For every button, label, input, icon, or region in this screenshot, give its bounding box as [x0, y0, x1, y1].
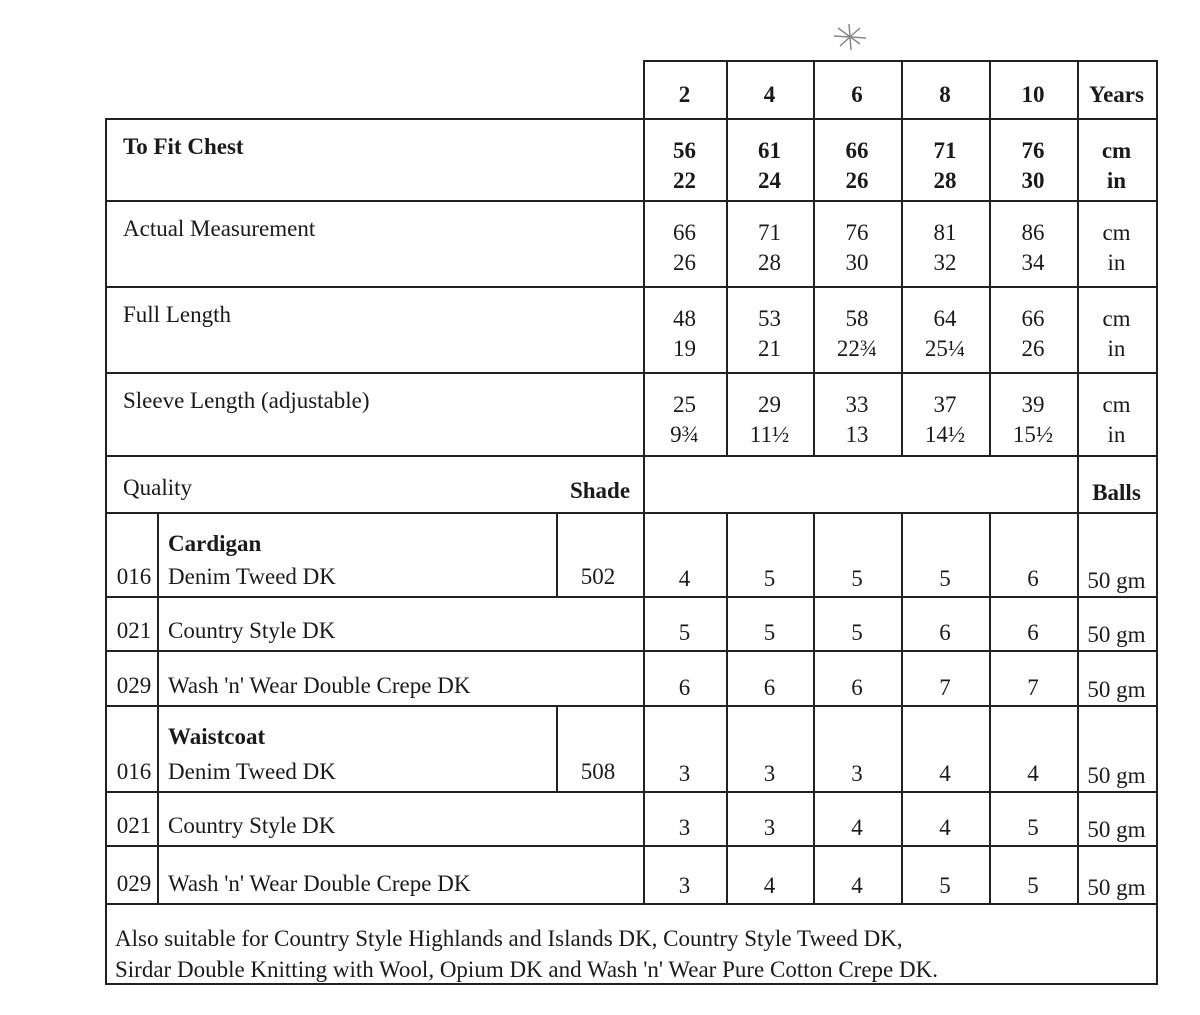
note-line-2: Sirdar Double Knitting with Wool, Opium DK and Wash 'n' Wear Pure Cotton Crepe DK. — [115, 957, 938, 982]
table-rule — [105, 903, 1158, 905]
table-rule — [989, 60, 991, 457]
measurement-cm-value: 33 — [845, 392, 869, 417]
table-rule — [105, 118, 1158, 120]
size-header-2: 2 — [678, 82, 691, 107]
table-rule — [1077, 60, 1079, 905]
table-rule — [901, 512, 903, 905]
balls-value: 4 — [939, 815, 951, 840]
measurement-cm-value: 86 — [1021, 220, 1045, 245]
balls-value: 7 — [1027, 675, 1039, 700]
unit-in: in — [1107, 336, 1126, 361]
measurement-cm-value: 56 — [673, 138, 696, 163]
unit-cm: cm — [1102, 392, 1131, 417]
table-rule — [157, 705, 159, 905]
measurement-in-value: 13 — [845, 422, 869, 447]
table-rule — [726, 60, 728, 457]
table-rule — [105, 512, 1158, 514]
table-rule — [105, 455, 1158, 457]
table-rule — [556, 512, 558, 598]
balls-value: 6 — [851, 675, 863, 700]
measurement-cm-value: 29 — [758, 392, 781, 417]
measurement-in-value: 25¼ — [924, 336, 966, 361]
balls-value: 6 — [939, 620, 951, 645]
measurement-in-value: 14½ — [924, 422, 966, 447]
measurement-cm-value: 61 — [758, 138, 781, 163]
quality-header: Quality — [123, 475, 192, 500]
yarn-code: 016 — [116, 759, 152, 784]
unit-in: in — [1106, 168, 1127, 193]
garment-name: Cardigan — [168, 531, 262, 556]
table-rule — [105, 845, 1158, 847]
size-header-8: 8 — [939, 82, 951, 107]
yarn-code: 021 — [116, 813, 152, 838]
balls-value: 5 — [1027, 815, 1039, 840]
measurement-in-value: 26 — [845, 168, 869, 193]
measurement-cm-value: 81 — [933, 220, 957, 245]
balls-value: 5 — [851, 566, 863, 591]
balls-header: Balls — [1092, 480, 1141, 505]
measurement-in-value: 11½ — [749, 422, 790, 447]
balls-value: 6 — [678, 675, 691, 700]
measurement-cm-value: 37 — [933, 392, 957, 417]
table-rule — [105, 705, 1158, 707]
balls-value: 3 — [763, 761, 776, 786]
measurement-in-value: 26 — [673, 250, 696, 275]
garment-name: Waistcoat — [168, 724, 266, 749]
balls-unit: 50 gm — [1087, 568, 1146, 593]
balls-value: 5 — [939, 873, 951, 898]
table-rule — [556, 705, 558, 793]
size-header-10: 10 — [1021, 82, 1045, 107]
balls-unit: 50 gm — [1087, 817, 1146, 842]
table-rule — [105, 791, 1158, 793]
balls-unit: 50 gm — [1087, 875, 1146, 900]
measurement-cm-value: 58 — [845, 306, 869, 331]
measurement-label: Actual Measurement — [123, 216, 316, 241]
balls-value: 3 — [763, 815, 776, 840]
measurement-cm-value: 66 — [673, 220, 696, 245]
shade-value: 502 — [580, 564, 616, 589]
shade-header: Shade — [569, 478, 631, 503]
yarn-code: 016 — [116, 564, 152, 589]
balls-value: 5 — [1027, 873, 1039, 898]
measurement-label: Full Length — [123, 302, 231, 327]
measurement-in-value: 32 — [933, 250, 957, 275]
yarn-code: 029 — [116, 871, 152, 896]
table-rule — [105, 596, 1158, 598]
measurement-cm-value: 66 — [1021, 306, 1045, 331]
table-rule — [901, 60, 903, 457]
measurement-cm-value: 71 — [758, 220, 781, 245]
measurement-in-value: 19 — [673, 336, 696, 361]
unit-cm: cm — [1102, 306, 1131, 331]
balls-value: 3 — [678, 761, 691, 786]
measurement-cm-value: 48 — [673, 306, 696, 331]
measurement-cm-value: 53 — [758, 306, 781, 331]
years-header: Years — [1089, 82, 1144, 107]
yarn-name: Wash 'n' Wear Double Crepe DK — [168, 673, 471, 698]
balls-value: 6 — [763, 675, 776, 700]
measurement-in-value: 22¾ — [836, 336, 878, 361]
balls-unit: 50 gm — [1087, 763, 1146, 788]
measurement-in-value: 28 — [933, 168, 957, 193]
measurement-in-value: 22 — [673, 168, 696, 193]
table-rule — [813, 60, 815, 457]
balls-value: 6 — [1027, 620, 1039, 645]
balls-value: 6 — [1027, 566, 1039, 591]
balls-unit: 50 gm — [1087, 622, 1146, 647]
table-rule — [105, 983, 1158, 985]
yarn-name: Denim Tweed DK — [168, 759, 336, 784]
measurement-in-value: 15½ — [1012, 422, 1054, 447]
balls-value: 4 — [939, 761, 951, 786]
measurement-cm-value: 76 — [1021, 138, 1045, 163]
measurement-in-value: 34 — [1021, 250, 1045, 275]
pencil-mark-icon — [830, 22, 870, 52]
table-rule — [813, 512, 815, 905]
table-rule — [105, 372, 1158, 374]
balls-value: 3 — [851, 761, 863, 786]
size-header-6: 6 — [851, 82, 863, 107]
note-line-1: Also suitable for Country Style Highlands and Islands DK, Country Style Tweed DK, — [115, 926, 903, 951]
balls-value: 3 — [678, 815, 691, 840]
balls-value: 5 — [939, 566, 951, 591]
yarn-name: Country Style DK — [168, 813, 336, 838]
measurement-cm-value: 71 — [933, 138, 957, 163]
unit-in: in — [1107, 422, 1126, 447]
measurement-in-value: 30 — [1021, 168, 1045, 193]
balls-value: 5 — [763, 566, 776, 591]
measurement-cm-value: 66 — [845, 138, 869, 163]
table-rule — [726, 512, 728, 905]
unit-cm: cm — [1101, 138, 1132, 163]
table-rule — [105, 200, 1158, 202]
yarn-code: 029 — [116, 673, 152, 698]
balls-value: 5 — [851, 620, 863, 645]
yarn-name: Wash 'n' Wear Double Crepe DK — [168, 871, 471, 896]
measurement-label: To Fit Chest — [123, 134, 244, 159]
balls-value: 4 — [851, 873, 863, 898]
table-rule — [105, 286, 1158, 288]
balls-value: 7 — [939, 675, 951, 700]
unit-in: in — [1107, 250, 1126, 275]
measurement-cm-value: 25 — [673, 392, 696, 417]
yarn-code: 021 — [116, 618, 152, 643]
measurement-in-value: 26 — [1021, 336, 1045, 361]
measurement-cm-value: 76 — [845, 220, 869, 245]
balls-value: 4 — [1027, 761, 1039, 786]
measurement-in-value: 30 — [845, 250, 869, 275]
table-rule — [643, 60, 645, 905]
table-rule — [105, 118, 107, 985]
shade-value: 508 — [580, 759, 616, 784]
table-rule — [1156, 60, 1158, 985]
measurement-cm-value: 64 — [933, 306, 957, 331]
balls-unit: 50 gm — [1087, 677, 1146, 702]
size-header-4: 4 — [763, 82, 776, 107]
measurement-in-value: 24 — [758, 168, 781, 193]
table-rule — [157, 512, 159, 707]
balls-value: 3 — [678, 873, 691, 898]
unit-cm: cm — [1102, 220, 1131, 245]
measurement-in-value: 21 — [758, 336, 781, 361]
measurement-in-value: 28 — [758, 250, 781, 275]
balls-value: 4 — [851, 815, 863, 840]
balls-value: 5 — [763, 620, 776, 645]
measurement-label: Sleeve Length (adjustable) — [123, 388, 370, 413]
yarn-name: Denim Tweed DK — [168, 564, 336, 589]
measurement-cm-value: 39 — [1021, 392, 1045, 417]
measurement-in-value: 9¾ — [670, 422, 699, 447]
yarn-name: Country Style DK — [168, 618, 336, 643]
table-rule — [989, 512, 991, 905]
balls-value: 4 — [763, 873, 776, 898]
balls-value: 5 — [678, 620, 691, 645]
balls-value: 4 — [678, 566, 691, 591]
table-rule — [105, 650, 1158, 652]
